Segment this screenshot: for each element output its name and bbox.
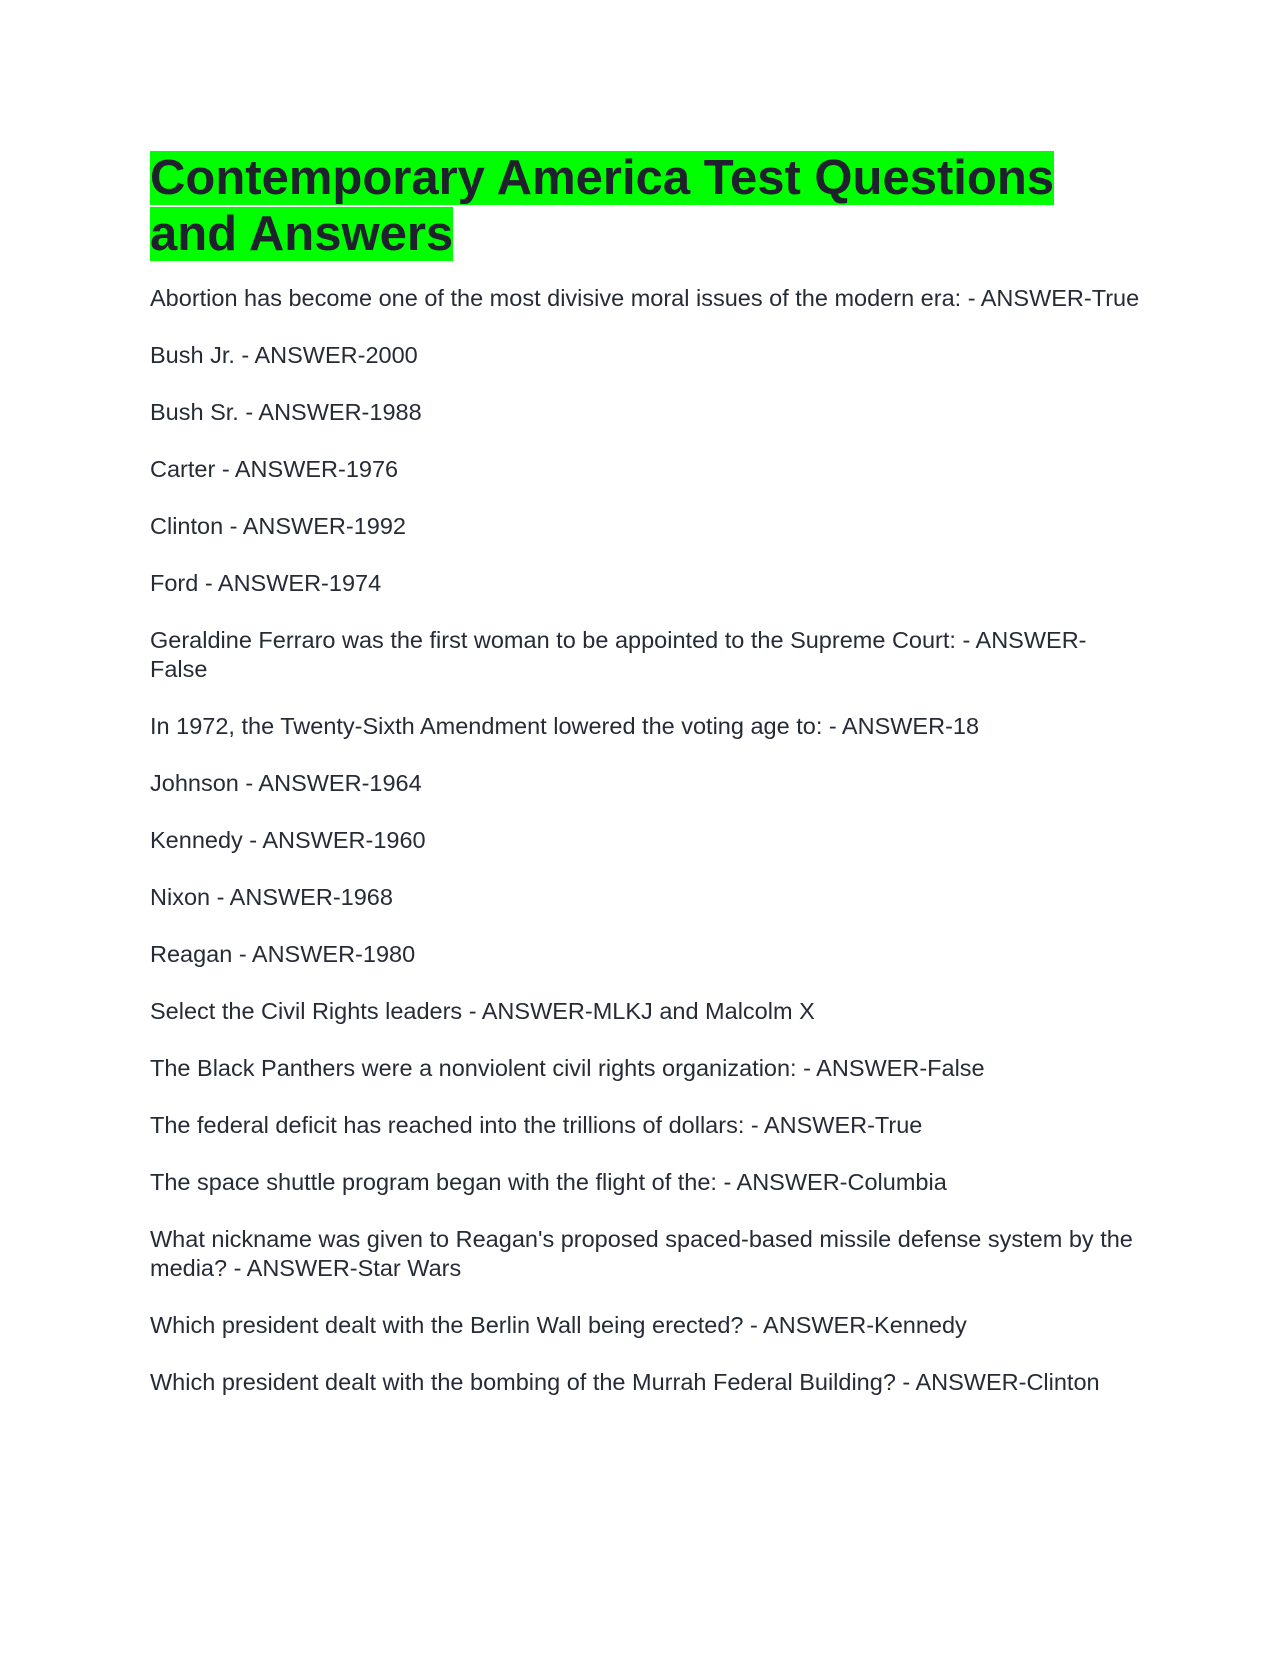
qa-item: Reagan - ANSWER-1980 — [150, 941, 416, 967]
qa-item: Kennedy - ANSWER-1960 — [150, 827, 426, 853]
qa-item: Johnson - ANSWER-1964 — [150, 770, 422, 796]
document-page — [150, 150, 1140, 1425]
qa-item: Geraldine Ferraro was the first woman to be appointed to the Supreme Court: - ANSWER-False — [150, 627, 1087, 682]
qa-item: Select the Civil Rights leaders - ANSWER-MLKJ and Malcolm X — [150, 998, 815, 1024]
qa-item: The federal deficit has reached into the trillions of dollars: - ANSWER-True — [150, 1112, 923, 1138]
qa-item: Abortion has become one of the most divisive moral issues of the modern era: - ANSWER-True — [150, 285, 1140, 311]
qa-list — [150, 284, 1140, 1397]
qa-item: In 1972, the Twenty-Sixth Amendment lowered the voting age to: - ANSWER-18 — [150, 713, 980, 739]
qa-item: Ford - ANSWER-1974 — [150, 570, 382, 596]
qa-item: The Black Panthers were a nonviolent civil rights organization: - ANSWER-False — [150, 1055, 985, 1081]
qa-item: The space shuttle program began with the flight of the: - ANSWER-Columbia — [150, 1169, 947, 1195]
qa-item: What nickname was given to Reagan's proposed spaced-based missile defense system by the media? - ANSWER-Star Wars — [150, 1226, 1133, 1281]
qa-item: Bush Jr. - ANSWER-2000 — [150, 342, 418, 368]
qa-item: Carter - ANSWER-1976 — [150, 456, 399, 482]
document-title — [150, 150, 1140, 262]
qa-item: Which president dealt with the bombing of the Murrah Federal Building? - ANSWER-Clinton — [150, 1369, 1100, 1395]
qa-item: Nixon - ANSWER-1968 — [150, 884, 393, 910]
qa-item: Which president dealt with the Berlin Wall being erected? - ANSWER-Kennedy — [150, 1312, 967, 1338]
qa-item: Bush Sr. - ANSWER-1988 — [150, 399, 422, 425]
title-highlight: Contemporary America Test Questions and Answers — [150, 151, 1055, 261]
qa-item: Clinton - ANSWER-1992 — [150, 513, 406, 539]
